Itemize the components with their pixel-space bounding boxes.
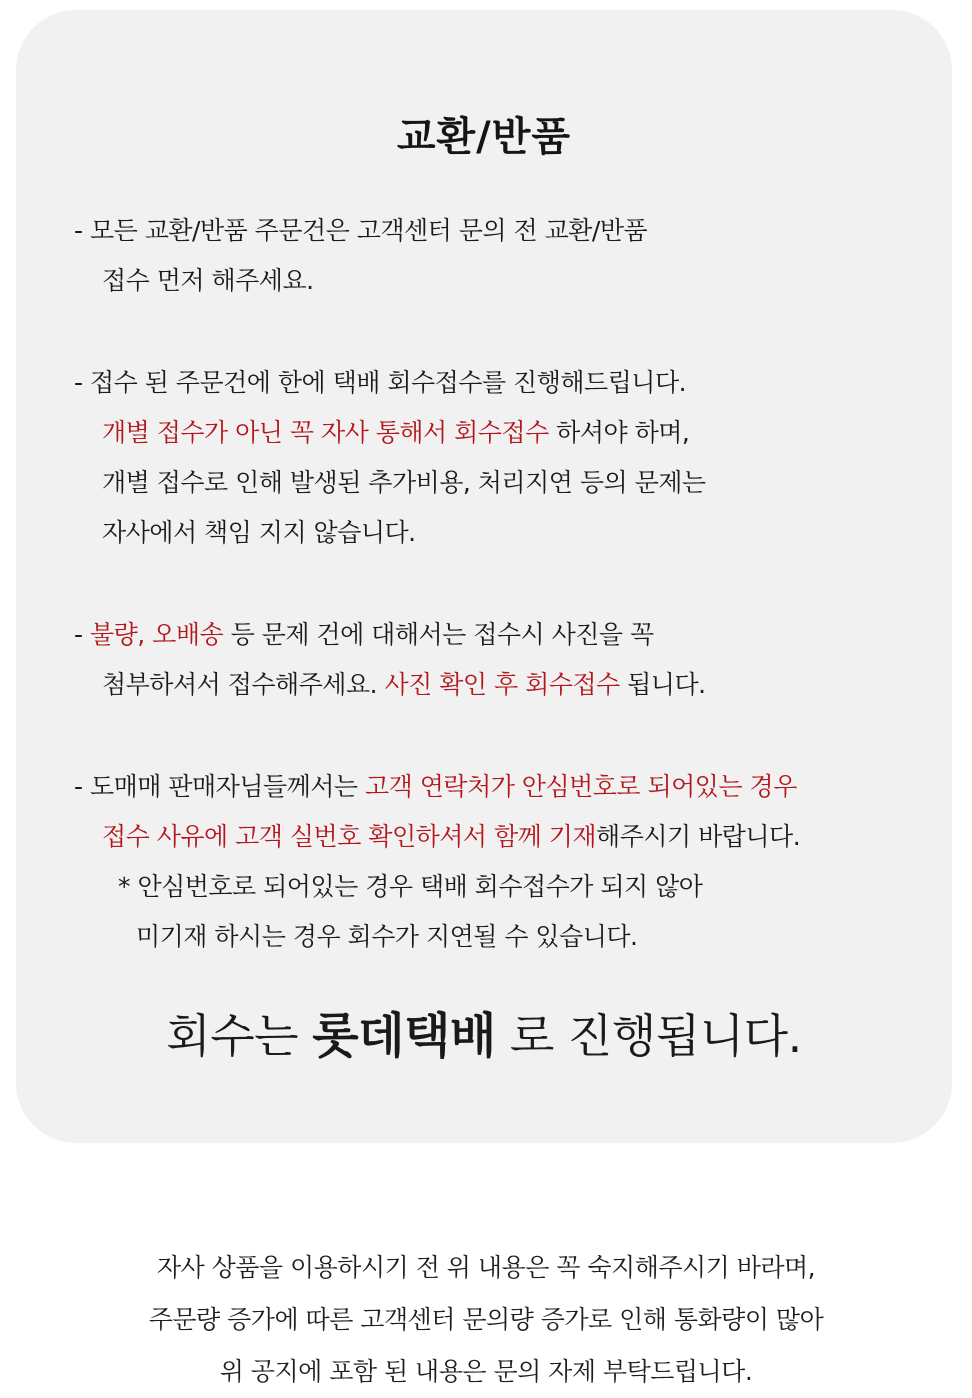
carrier-notice bbox=[16, 1006, 952, 1066]
notice-text: 첨부하셔서 접수해주세요. bbox=[102, 670, 385, 699]
notice-text: 미기재 하시는 경우 회수가 지연될 수 있습니다. bbox=[136, 922, 638, 951]
notice-section-defect bbox=[74, 610, 934, 710]
notice-section-pickup bbox=[74, 358, 934, 558]
notice-section-exchange-first bbox=[74, 206, 934, 306]
notice-text: - 모든 교환/반품 주문건은 고객센터 문의 전 교환/반품 bbox=[74, 216, 648, 245]
footer-text: 주문량 증가에 따른 고객센터 문의량 증가로 인해 통화량이 많아 bbox=[148, 1305, 824, 1334]
notice-text-line bbox=[74, 812, 934, 862]
notice-text: * 안심번호로 되어있는 경우 택배 회수접수가 되지 않아 bbox=[118, 872, 703, 901]
highlight-text: 사진 확인 후 회수접수 bbox=[384, 670, 620, 699]
notice-text: 하셔야 하며, bbox=[548, 418, 690, 447]
notice-text: 개별 접수로 인해 발생된 추가비용, 처리지연 등의 문제는 bbox=[102, 468, 706, 497]
notice-text: - 접수 된 주문건에 한에 택배 회수접수를 진행해드립니다. bbox=[74, 368, 687, 397]
highlight-text: 불량, 오배송 bbox=[89, 620, 224, 649]
carrier-suffix: 로 진행됩니다. bbox=[495, 1009, 802, 1063]
notice-text: 됩니다. bbox=[619, 670, 706, 699]
notice-text: 접수 먼저 해주세요. bbox=[102, 266, 314, 295]
notice-text-line bbox=[74, 660, 934, 710]
carrier-brand: 롯데택배 bbox=[312, 1008, 496, 1064]
notice-text: - 도매매 판매자님들께서는 bbox=[74, 772, 366, 801]
notice-text: 해주시기 바랍니다. bbox=[596, 822, 801, 851]
notice-text-line bbox=[74, 408, 934, 458]
carrier-prefix: 회수는 bbox=[166, 1009, 313, 1063]
notice-sections bbox=[74, 206, 934, 1014]
highlight-text: 개별 접수가 아닌 꼭 자사 통해서 회수접수 bbox=[102, 418, 549, 447]
notice-text-line bbox=[74, 610, 934, 660]
notice-text: 등 문제 건에 대해서는 접수시 사진을 꼭 bbox=[223, 620, 654, 649]
highlight-text: 접수 사유에 고객 실번호 확인하셔서 함께 기재 bbox=[102, 822, 597, 851]
notice-text-line bbox=[74, 762, 934, 812]
notice-section-wholesale bbox=[74, 762, 934, 962]
notice-text: - bbox=[74, 620, 90, 649]
page-title: 교환/반품 bbox=[396, 114, 572, 160]
footer-text: 자사 상품을 이용하시기 전 위 내용은 꼭 숙지해주시기 바라며, bbox=[156, 1253, 816, 1282]
footer-notice bbox=[0, 1242, 972, 1398]
highlight-text: 고객 연락처가 안심번호로 되어있는 경우 bbox=[365, 772, 797, 801]
notice-text: 자사에서 책임 지지 않습니다. bbox=[102, 518, 416, 547]
notice-card bbox=[16, 10, 952, 1143]
footer-text: 위 공지에 포함 된 내용은 문의 자제 부탁드립니다. bbox=[219, 1357, 753, 1386]
